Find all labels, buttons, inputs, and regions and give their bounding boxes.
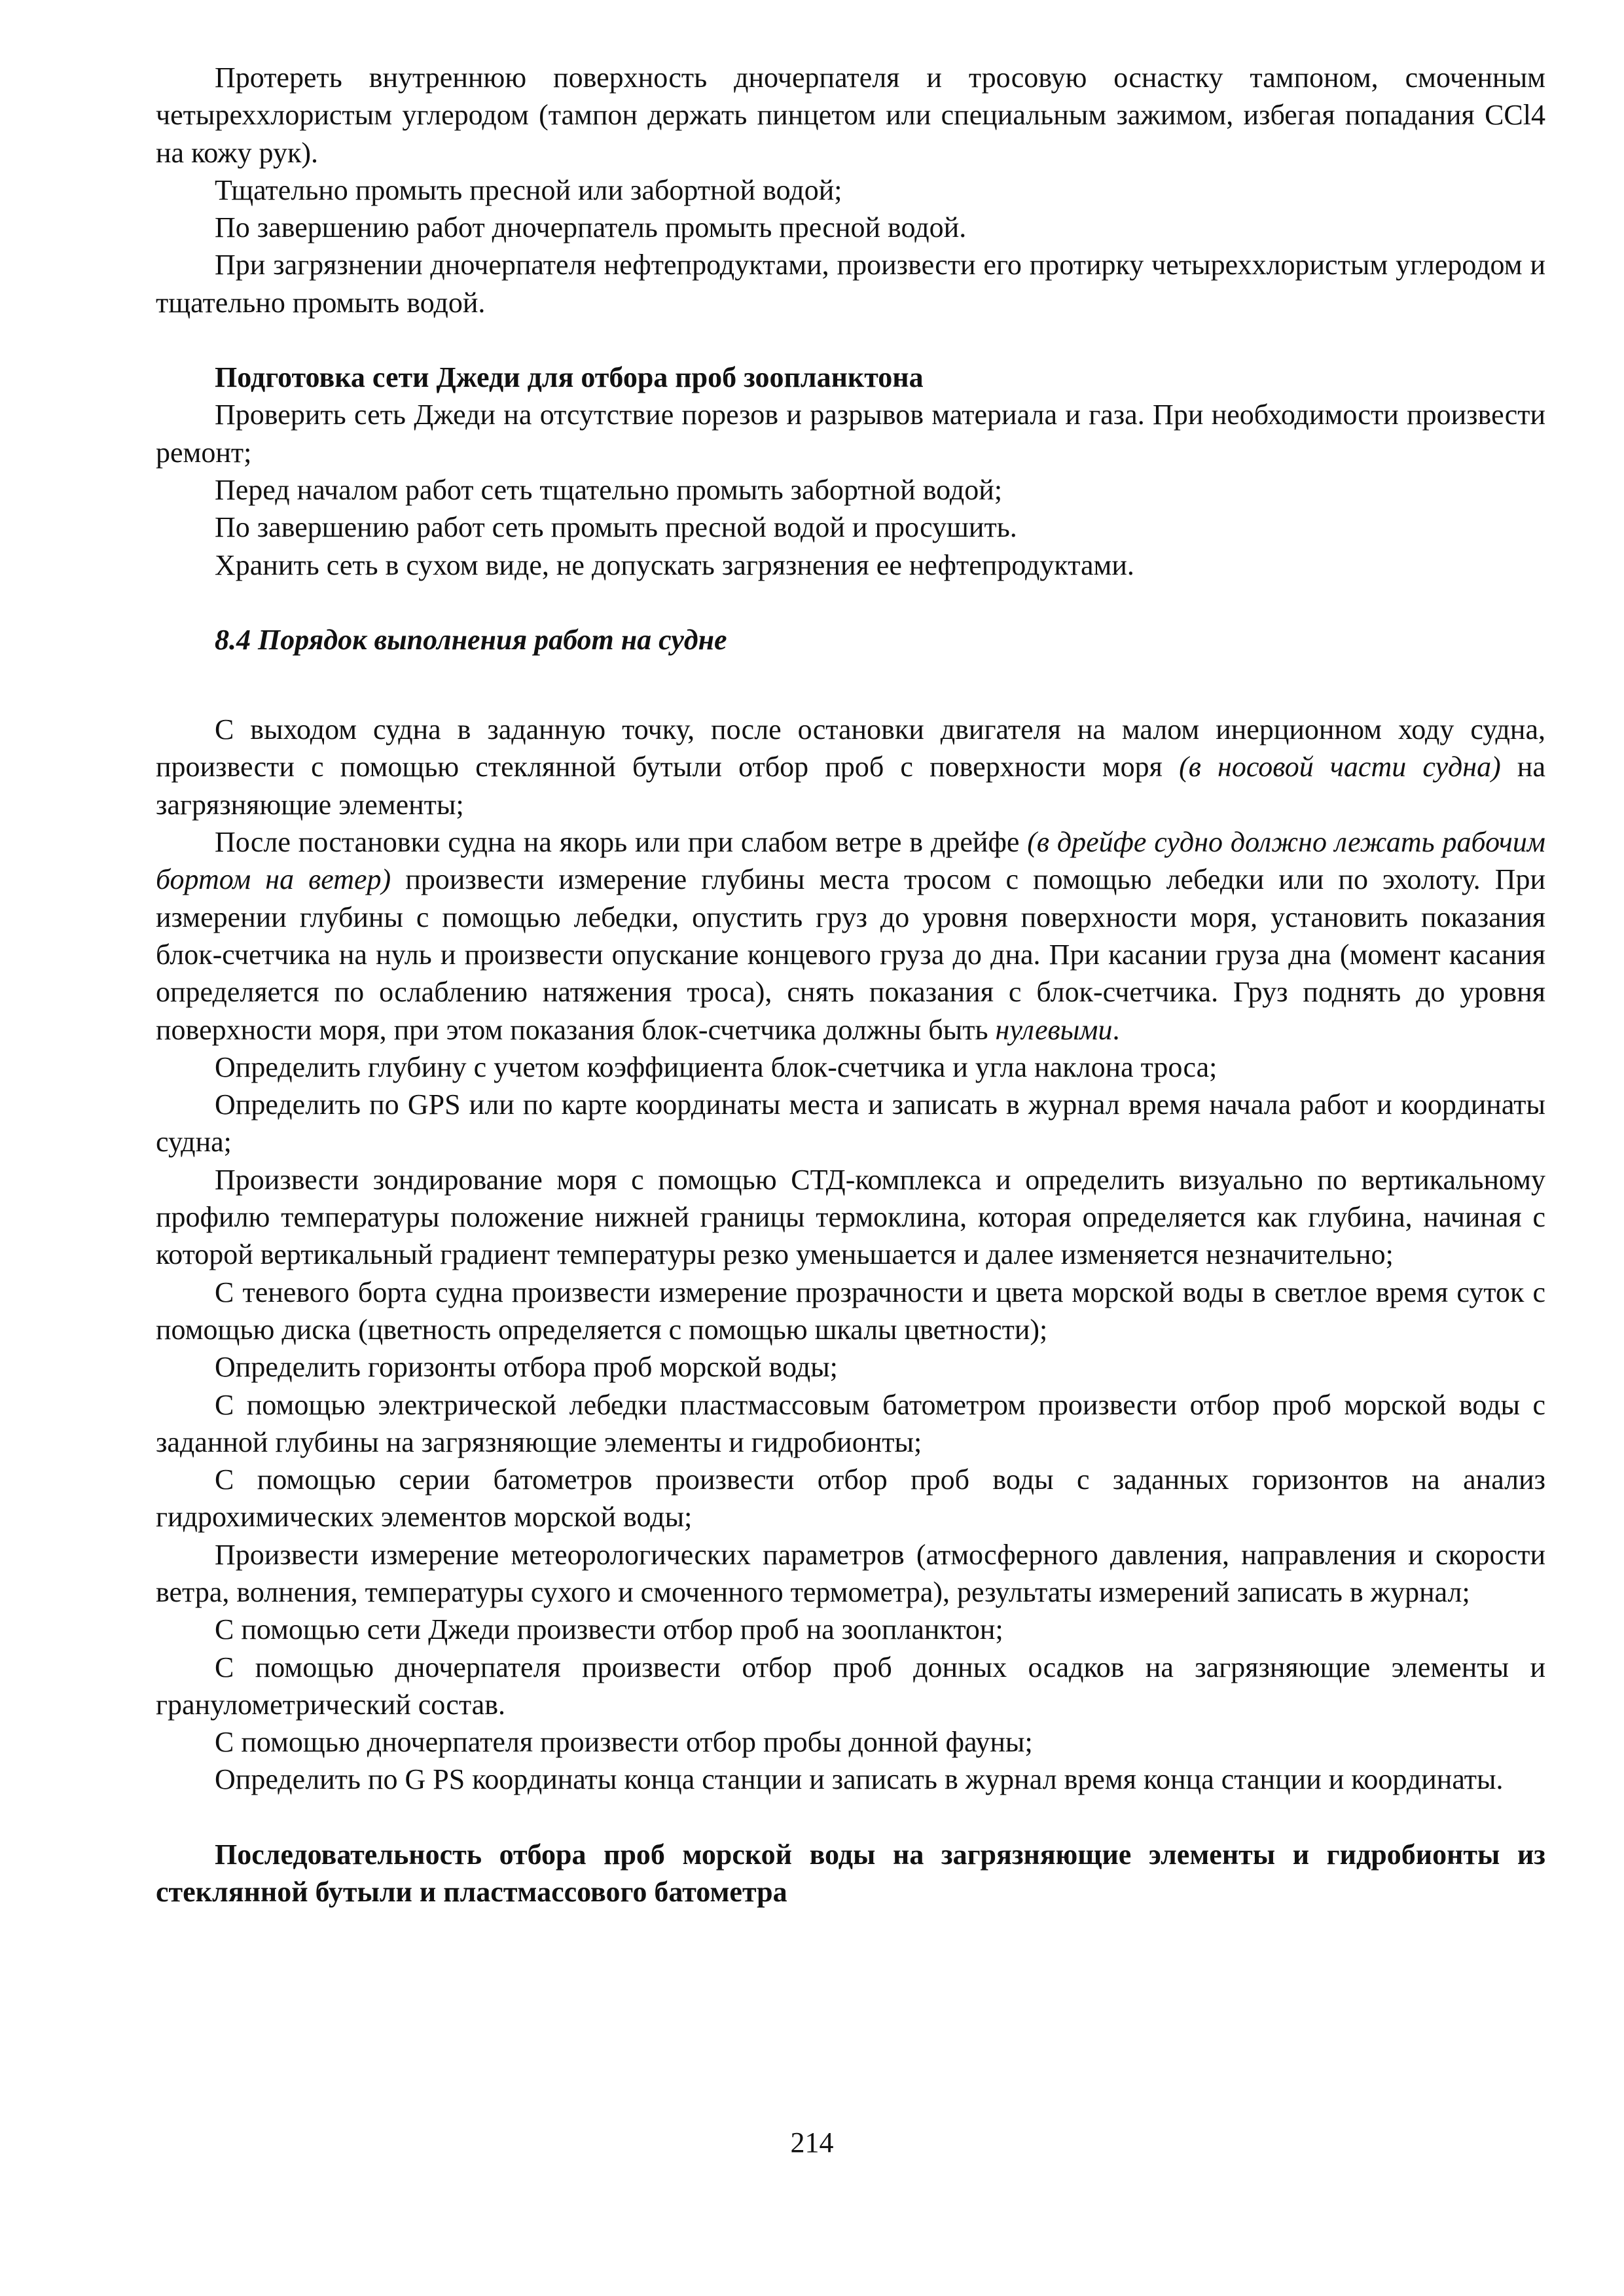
spacer bbox=[156, 321, 1545, 359]
section-heading: Последовательность отбора проб морской воды на загрязняющие элементы и гидробионты из стеклянной бутыли и пластмассового батометра bbox=[156, 1838, 1545, 1909]
spacer bbox=[156, 1799, 1545, 1836]
page-number: 214 bbox=[790, 2126, 834, 2159]
paragraph: Определить по G PS координаты конца станции и записать в журнал время конца станции и координаты. bbox=[215, 1763, 1504, 1796]
text-run: После постановки судна на якорь или при слабом ветре в дрейфе bbox=[215, 826, 1028, 859]
paragraph: Проверить сеть Джеди на отсутствие порезов и разрывов материала и газа. При необходимости произвести ремонт; bbox=[156, 399, 1545, 469]
section-sampling-sequence bbox=[156, 1836, 1545, 1911]
paragraph: Произвести зондирование моря с помощью СТД-комплекса и определить визуально по вертикальному профилю температуры положение нижней границы термоклина, которая определяется как глубина, начиная с которой вертикальный градиент температуры резко уменьшается и далее изменяется незначительно; bbox=[156, 1163, 1545, 1271]
paragraph: Определить горизонты отбора проб морской воды; bbox=[215, 1351, 838, 1384]
paragraph: Произвести измерение метеорологических параметров (атмосферного давления, направления и скорости ветра, волнения, температуры сухого и смоченного термометра), результаты измерений записать в журнал; bbox=[156, 1538, 1545, 1608]
italic-note: (в носовой части судна) bbox=[1179, 751, 1501, 783]
italic-note: нулевыми bbox=[995, 1013, 1113, 1046]
paragraph: Определить по GPS или по карте координаты места и записать в журнал время начала работ и координаты судна; bbox=[156, 1088, 1545, 1158]
section-ship-procedure bbox=[156, 621, 1545, 1799]
paragraph bbox=[156, 823, 1545, 1049]
text-run: произвести измерение глубины места тросом с помощью лебедки или по эхолоту. При измерении глубины с помощью лебедки, опустить груз до уровня поверхности моря, установить показания блок-счетчика на нуль и произвести опускание концевого груза до дна. При касании груза дна (момент касания определяется по ослаблению натяжения троса), снять показания с блок-счетчика. Груз поднять до уровня поверхности моря, при этом показания блок-счетчика должны быть bbox=[156, 863, 1546, 1046]
paragraph: При загрязнении дночерпателя нефтепродуктами, произвести его протирку четыреххлористым углеродом и тщательно промыть водой. bbox=[156, 249, 1545, 319]
paragraph: С помощью сети Джеди произвести отбор проб на зоопланктон; bbox=[215, 1613, 1003, 1646]
paragraph: Перед началом работ сеть тщательно промыть забортной водой; bbox=[215, 473, 1003, 506]
section-heading: Подготовка сети Джеди для отбора проб зоопланктона bbox=[215, 361, 924, 394]
paragraph: Протереть внутреннюю поверхность дночерпателя и тросовую оснастку тампоном, смоченным четыреххлористым углеродом (тампон держать пинцетом или специальным зажимом, избегая попадания CCl4 на кожу рук). bbox=[156, 62, 1545, 169]
text-run: С выходом судна в заданную точку, после остановки двигателя на малом инерционном ходу судна, произвести с помощью стеклянной бутыли отбор проб с поверхности моря bbox=[156, 713, 1545, 783]
italic-note: (в дрейфе судно должно лежать рабочим бортом на ветер) bbox=[156, 826, 1545, 896]
paragraph: С помощью дночерпателя произвести отбор проб донных осадков на загрязняющие элементы и гранулометрический состав. bbox=[156, 1651, 1545, 1721]
paragraph: С помощью дночерпателя произвести отбор пробы донной фауны; bbox=[215, 1726, 1033, 1759]
paragraph bbox=[156, 711, 1545, 823]
paragraph: Определить глубину с учетом коэффициента блок-счетчика и угла наклона троса; bbox=[215, 1050, 1218, 1083]
text-run: на загрязняющие элементы; bbox=[156, 751, 1546, 821]
paragraph: Тщательно промыть пресной или забортной водой; bbox=[215, 173, 842, 206]
paragraph: Хранить сеть в сухом виде, не допускать загрязнения ее нефтепродуктами. bbox=[215, 548, 1134, 581]
spacer bbox=[156, 658, 1545, 711]
text-run: . bbox=[1112, 1013, 1120, 1046]
section-equipment-cleaning bbox=[156, 59, 1545, 321]
subsection-heading: 8.4 Порядок выполнения работ на судне bbox=[215, 623, 727, 656]
spacer bbox=[156, 584, 1545, 621]
paragraph: С теневого борта судна произвести измерение прозрачности и цвета морской воды в светлое время суток с помощью диска (цветность определяется с помощью шкалы цветности); bbox=[156, 1276, 1545, 1346]
paragraph: По завершению работ сеть промыть пресной водой и просушить. bbox=[215, 511, 1017, 544]
paragraph: По завершению работ дночерпатель промыть пресной водой. bbox=[215, 211, 967, 244]
section-net-preparation bbox=[156, 359, 1545, 584]
paragraph: С помощью серии батометров произвести отбор проб воды с заданных горизонтов на анализ гидрохимических элементов морской воды; bbox=[156, 1463, 1545, 1534]
paragraph: С помощью электрической лебедки пластмассовым батометром произвести отбор проб морской воды с заданной глубины на загрязняющие элементы и гидробионты; bbox=[156, 1388, 1545, 1458]
